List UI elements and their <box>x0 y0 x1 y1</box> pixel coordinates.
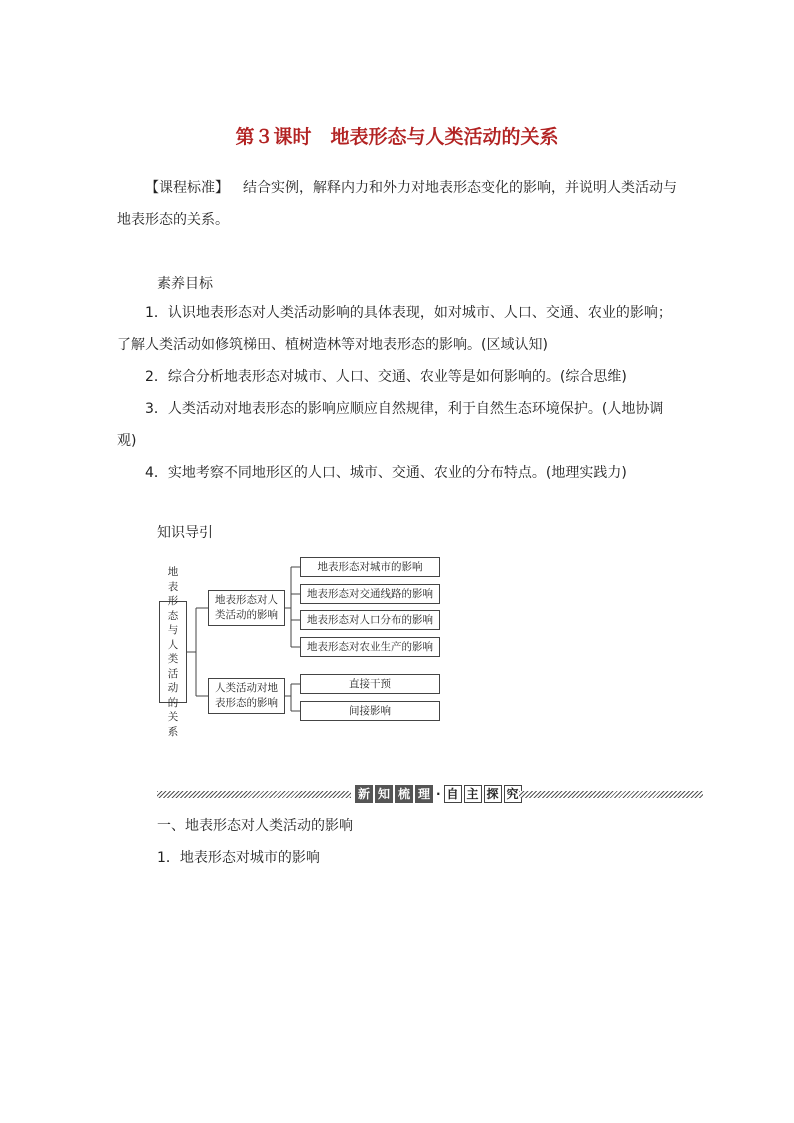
diagram-leaf-node: 地表形态对城市的影响 <box>300 557 440 577</box>
banner-hatch-right <box>519 791 703 798</box>
banner-char: 自 <box>444 785 462 803</box>
banner-char: 新 <box>355 785 373 803</box>
section-heading: 一、地表形态对人类活动的影响 <box>157 818 353 834</box>
section-subheading: 1．地表形态对城市的影响 <box>157 850 320 866</box>
banner-hatch-left <box>157 791 351 798</box>
banner-char: 知 <box>375 785 393 803</box>
goal-item: 1．认识地表形态对人类活动影响的具体表现，如对城市、人口、交通、农业的影响；了解人类活动如修筑梯田、植树造林等对地表形态的影响。(区域认知) <box>117 305 672 353</box>
diagram-leaf-node: 地表形态对交通线路的影响 <box>300 584 440 604</box>
banner-char: 主 <box>464 785 482 803</box>
banner-char: 探 <box>484 785 502 803</box>
banner-separator: · <box>436 787 441 801</box>
goal-item: 2．综合分析地表形态对城市、人口、交通、农业等是如何影响的。(综合思维) <box>145 369 627 385</box>
course-standard-tag: 【课程标准】 <box>145 180 229 196</box>
diagram-root-node: 地表形态与人类活动的关系 <box>159 601 187 703</box>
banner-label <box>355 785 524 803</box>
diagram-leaf-node: 直接干预 <box>300 674 440 694</box>
goal-item: 3．人类活动对地表形态的影响应顺应自然规律，利于自然生态环境保护。(人地协调观) <box>117 401 664 449</box>
section-banner <box>157 785 703 803</box>
banner-char: 理 <box>415 785 433 803</box>
diagram-leaf-node: 地表形态对人口分布的影响 <box>300 610 440 630</box>
diagram-branch-node: 人类活动对地表形态的影响 <box>208 678 285 714</box>
banner-char: 究 <box>504 785 522 803</box>
course-standard-text: 结合实例，解释内力和外力对地表形态变化的影响，并说明人类活动与地表形态的关系。 <box>117 180 677 228</box>
knowledge-diagram <box>158 554 448 738</box>
diagram-branch-node: 地表形态对人类活动的影响 <box>208 590 285 626</box>
course-standard <box>117 172 677 236</box>
goal-item: 4．实地考察不同地形区的人口、城市、交通、农业的分布特点。(地理实践力) <box>145 465 627 481</box>
banner-char: 梳 <box>395 785 413 803</box>
page-title: 第３课时 地表形态与人类活动的关系 <box>235 126 559 148</box>
guide-heading: 知识导引 <box>157 525 213 541</box>
literacy-goals <box>117 297 677 489</box>
diagram-leaf-node: 地表形态对农业生产的影响 <box>300 637 440 657</box>
literacy-heading: 素养目标 <box>157 276 213 292</box>
diagram-leaf-node: 间接影响 <box>300 701 440 721</box>
